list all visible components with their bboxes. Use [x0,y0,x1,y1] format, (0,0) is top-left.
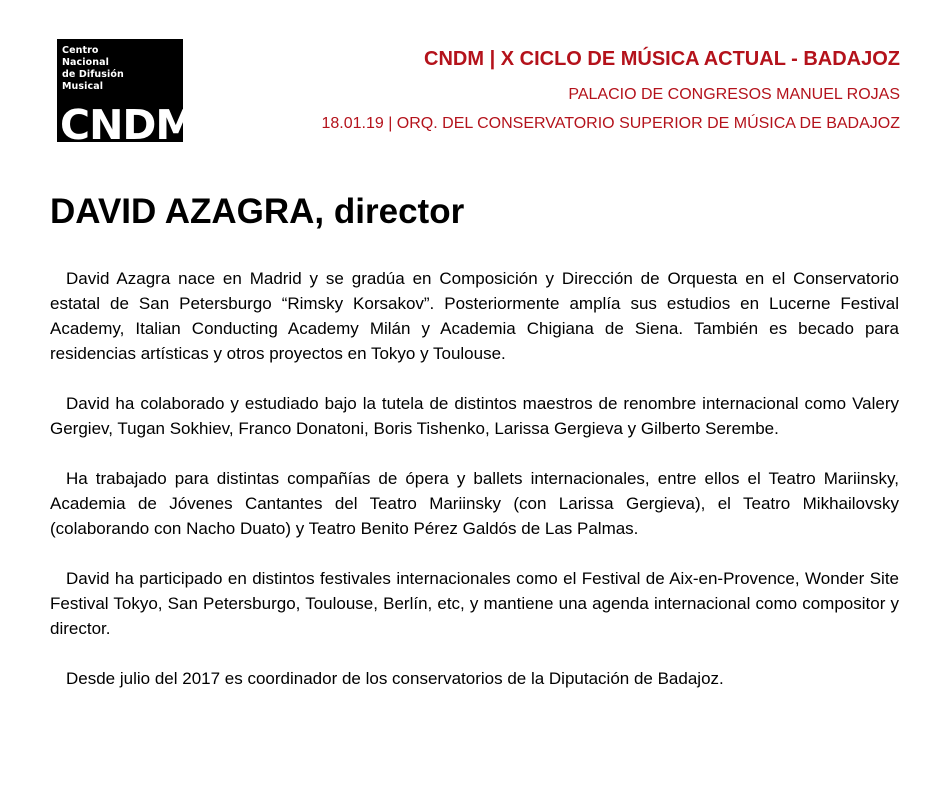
logo-line: Musical [62,81,104,92]
logo-mark: CNDM [60,101,196,149]
cndm-logo [57,39,196,149]
logo-line: Centro [62,45,99,56]
paragraph: David ha participado en distintos festivales internacionales como el Festival de Aix-en-Provence, Wonder Site Festival Tokyo, San Petersburgo, Toulouse, Berlín, etc, y mantiene una agenda internacional como compositor y director. [50,569,899,638]
logo-text [62,45,124,93]
event-line: 18.01.19 | ORQ. DEL CONSERVATORIO SUPERIOR DE MÚSICA DE BADAJOZ [321,115,900,132]
cycle-title: CNDM | X CICLO DE MÚSICA ACTUAL - BADAJOZ [424,48,900,70]
page-header [321,47,900,134]
biography-body [50,266,899,716]
paragraph: David ha colaborado y estudiado bajo la tutela de distintos maestros de renombre internacional como Valery Gergiev, Tugan Sokhiev, Franco Donatoni, Boris Tishenko, Larissa Gergieva y Gilberto Serembe. [50,394,899,438]
paragraph: Ha trabajado para distintas compañías de ópera y ballets internacionales, entre ellos el Teatro Mariinsky, Academia de Jóvenes Cantantes del Teatro Mariinsky (con Larissa Gergieva), el Teatro Mikhailovsky (colaborando con Nacho Duato) y Teatro Benito Pérez Galdós de Las Palmas. [50,469,899,538]
logo-line: de Difusión [62,69,124,80]
logo-line: Nacional [62,57,110,68]
paragraph: David Azagra nace en Madrid y se gradúa en Composición y Dirección de Orquesta en el Conservatorio estatal de San Petersburgo “Rimsky Korsakov”. Posteriormente amplía sus estudios en Lucerne Festival Academy, Italian Conducting Academy Milán y Academia Chigiana de Siena. También es becado para residencias artísticas y otros proyectos en Tokyo y Toulouse. [50,269,899,363]
paragraph: Desde julio del 2017 es coordinador de los conservatorios de la Diputación de Badajoz. [66,669,724,688]
venue-line: PALACIO DE CONGRESOS MANUEL ROJAS [568,86,900,103]
page-title: DAVID AZAGRA, director [50,192,465,231]
